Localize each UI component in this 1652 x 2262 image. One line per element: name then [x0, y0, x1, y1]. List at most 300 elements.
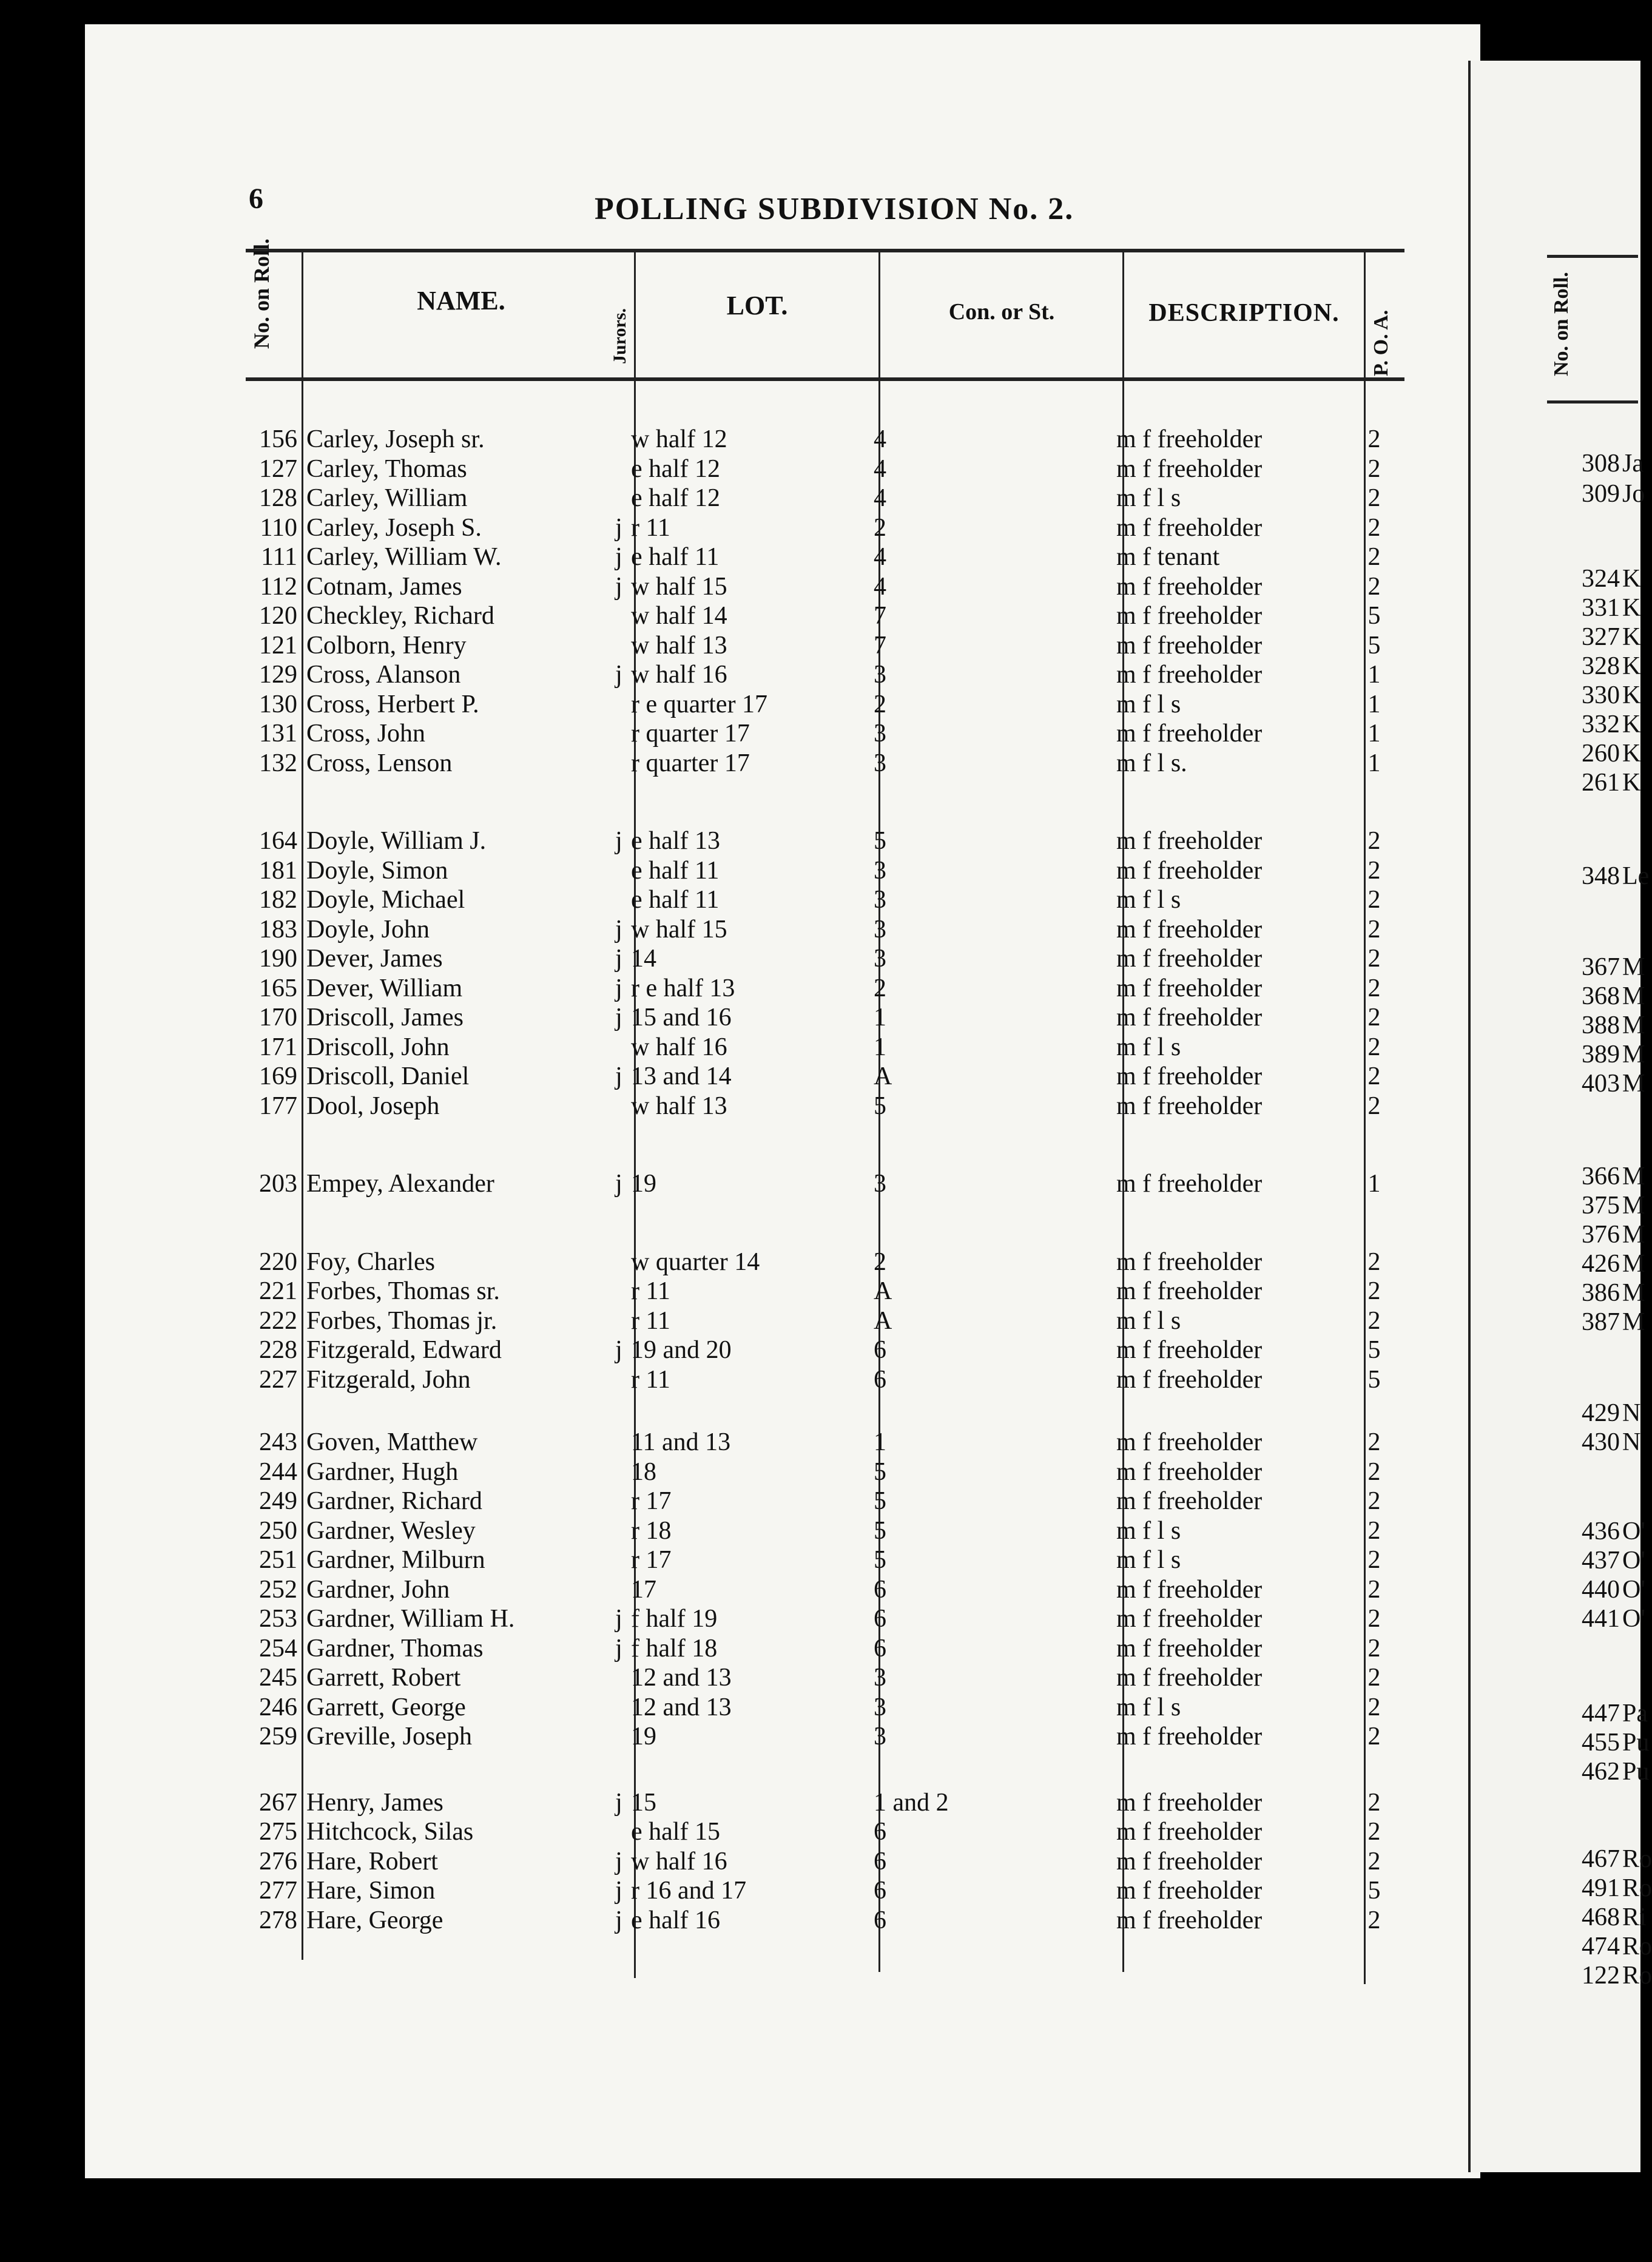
concession-value: 4: [874, 425, 886, 453]
roll-number: 278: [259, 1906, 297, 1934]
poa-value: 2: [1367, 1487, 1381, 1515]
table-row: [0, 1545, 1468, 1573]
roll-number: 177: [259, 1092, 297, 1120]
lot-value: r e half 13: [631, 974, 735, 1002]
lot-value: 12 and 13: [631, 1664, 732, 1692]
roll-number: 190: [259, 945, 297, 973]
juror-mark: j: [615, 513, 622, 542]
roll-number: 250: [259, 1516, 297, 1545]
roll-number: 222: [259, 1306, 297, 1335]
description-value: m f freeholder: [1116, 1092, 1263, 1120]
lot-value: w half 16: [631, 661, 727, 689]
juror-mark: j: [615, 1170, 622, 1198]
roll-number: 249: [259, 1487, 297, 1515]
lot-value: r 16 and 17: [631, 1877, 747, 1905]
concession-value: 3: [874, 749, 886, 777]
description-value: m f l s: [1116, 1516, 1181, 1545]
name-fragment: K: [1622, 623, 1641, 651]
lot-value: w half 16: [631, 1033, 727, 1061]
juror-mark: j: [615, 945, 622, 973]
name-fragment: M: [1622, 1011, 1645, 1039]
lot-value: f half 19: [631, 1605, 718, 1633]
roll-number: 128: [259, 484, 297, 512]
name-fragment: K: [1622, 711, 1641, 738]
description-value: m f tenant: [1116, 543, 1220, 571]
table-row: [0, 826, 1468, 854]
table-row: [0, 944, 1468, 972]
elector-name: Gardner, John: [306, 1575, 450, 1604]
poa-value: 2: [1367, 513, 1381, 542]
description-value: m f freeholder: [1116, 1575, 1263, 1604]
header-poa: P. O. A.: [1370, 309, 1392, 376]
juror-mark: j: [615, 1605, 622, 1633]
roll-number: 447: [1582, 1700, 1620, 1727]
poa-value: 2: [1367, 1723, 1381, 1751]
right-page-row: [1480, 739, 1640, 768]
poa-value: 2: [1367, 1062, 1381, 1090]
table-row: [0, 1033, 1468, 1061]
right-page-row: [1480, 953, 1645, 982]
concession-value: 3: [874, 1723, 886, 1751]
table-row: [0, 542, 1468, 570]
lot-value: w half 14: [631, 602, 727, 630]
juror-mark: j: [615, 1788, 622, 1817]
table-row: [0, 719, 1468, 747]
roll-number: 332: [1582, 711, 1620, 738]
right-page-row: [1480, 710, 1640, 739]
name-fragment: M: [1622, 953, 1645, 981]
concession-value: 6: [874, 1877, 886, 1905]
roll-number: 259: [259, 1723, 297, 1751]
poa-value: 2: [1367, 827, 1381, 855]
table-row: [0, 915, 1468, 943]
poa-value: 2: [1367, 1693, 1381, 1721]
elector-name: Empey, Alexander: [306, 1170, 494, 1198]
table-row: [0, 1306, 1468, 1334]
concession-value: 2: [874, 974, 886, 1002]
name-fragment: Pu: [1622, 1729, 1650, 1757]
juror-mark: j: [615, 661, 622, 689]
description-value: m f freeholder: [1116, 1170, 1263, 1198]
concession-value: 5: [874, 1457, 886, 1486]
right-page-row: [1480, 593, 1640, 623]
poa-value: 5: [1367, 631, 1381, 660]
poa-value: 2: [1367, 915, 1381, 944]
table-row: [0, 601, 1468, 629]
poa-value: 1: [1367, 661, 1381, 689]
table-row: [0, 749, 1468, 777]
lot-value: e half 12: [631, 484, 720, 512]
description-value: m f l s: [1116, 1306, 1181, 1335]
poa-value: 2: [1367, 543, 1381, 571]
name-fragment: M: [1622, 1041, 1645, 1069]
concession-value: 4: [874, 484, 886, 512]
right-header-roll: No. on Roll.: [1550, 272, 1573, 376]
description-value: m f freeholder: [1116, 572, 1263, 601]
elector-name: Hitchcock, Silas: [306, 1818, 474, 1846]
table-row: [0, 856, 1468, 884]
roll-number: 309: [1582, 480, 1620, 508]
roll-number: 430: [1582, 1428, 1620, 1456]
roll-number: 426: [1582, 1250, 1620, 1278]
header-roll: No. on Roll.: [249, 238, 274, 349]
juror-mark: j: [615, 827, 622, 855]
roll-number: 120: [259, 602, 297, 630]
poa-value: 2: [1367, 1664, 1381, 1692]
roll-number: 436: [1582, 1518, 1620, 1545]
lot-value: 19: [631, 1170, 656, 1198]
roll-number: 228: [259, 1336, 297, 1364]
right-page-row: [1480, 1961, 1652, 1990]
description-value: m f freeholder: [1116, 1664, 1263, 1692]
poa-value: 1: [1367, 749, 1381, 777]
lot-value: 18: [631, 1457, 656, 1486]
table-row: [0, 1634, 1468, 1662]
lot-value: 19 and 20: [631, 1336, 732, 1364]
roll-number: 387: [1582, 1308, 1620, 1336]
description-value: m f freeholder: [1116, 1062, 1263, 1090]
name-fragment: M: [1622, 1070, 1645, 1098]
poa-value: 1: [1367, 1170, 1381, 1198]
roll-number: 324: [1582, 565, 1620, 593]
poa-value: 2: [1367, 572, 1381, 601]
roll-number: 244: [259, 1457, 297, 1486]
lot-value: w half 16: [631, 1847, 727, 1875]
table-row: [0, 1722, 1468, 1750]
elector-name: Forbes, Thomas jr.: [306, 1306, 497, 1335]
elector-name: Dever, James: [306, 945, 443, 973]
concession-value: 5: [874, 1516, 886, 1545]
roll-number: 376: [1582, 1221, 1620, 1249]
concession-value: 6: [874, 1847, 886, 1875]
elector-name: Cross, Herbert P.: [306, 690, 479, 718]
elector-name: Gardner, William H.: [306, 1605, 515, 1633]
name-fragment: Jo: [1622, 480, 1645, 508]
elector-name: Hare, George: [306, 1906, 443, 1934]
description-value: m f freeholder: [1116, 1818, 1263, 1846]
poa-value: 2: [1367, 454, 1381, 483]
name-fragment: Ro: [1622, 1845, 1652, 1873]
elector-name: Driscoll, James: [306, 1004, 464, 1031]
poa-value: 1: [1367, 720, 1381, 748]
lot-value: 19: [631, 1723, 656, 1751]
poa-value: 2: [1367, 1457, 1381, 1486]
elector-name: Greville, Joseph: [306, 1723, 472, 1751]
lot-value: w half 13: [631, 631, 727, 660]
roll-number: 246: [259, 1693, 297, 1721]
roll-number: 327: [1582, 623, 1620, 651]
description-value: m f freeholder: [1116, 974, 1263, 1002]
table-row: [0, 1092, 1468, 1119]
right-page-row: [1480, 1278, 1645, 1308]
table-row: [0, 974, 1468, 1002]
name-fragment: O': [1622, 1605, 1645, 1633]
name-fragment: O': [1622, 1576, 1645, 1604]
elector-name: Carley, William W.: [306, 543, 502, 571]
roll-number: 227: [259, 1365, 297, 1394]
table-row: [0, 1516, 1468, 1544]
concession-value: 3: [874, 1693, 886, 1721]
description-value: m f freeholder: [1116, 827, 1263, 855]
table-row: [0, 1247, 1468, 1275]
table-row: [0, 1277, 1468, 1305]
description-value: m f l s.: [1116, 749, 1187, 777]
concession-value: 4: [874, 572, 886, 601]
concession-value: 6: [874, 1605, 886, 1633]
elector-name: Henry, James: [306, 1788, 443, 1817]
table-row: [0, 1335, 1468, 1363]
description-value: m f l s: [1116, 690, 1181, 718]
concession-value: 4: [874, 454, 886, 483]
name-fragment: K: [1622, 769, 1641, 797]
description-value: m f freeholder: [1116, 425, 1263, 453]
name-fragment: K: [1622, 652, 1641, 680]
poa-value: 2: [1367, 1634, 1381, 1663]
description-value: m f freeholder: [1116, 1457, 1263, 1486]
elector-name: Gardner, Wesley: [306, 1516, 476, 1545]
elector-name: Carley, William: [306, 484, 468, 512]
name-fragment: Ja: [1622, 450, 1644, 478]
right-page-row: [1480, 1874, 1652, 1903]
right-page-row: [1480, 564, 1640, 593]
concession-value: 3: [874, 661, 886, 689]
name-fragment: M: [1622, 1192, 1645, 1220]
concession-value: 1: [874, 1428, 886, 1456]
page-title: POLLING SUBDIVISION No. 2.: [595, 192, 1074, 226]
elector-name: Cross, Lenson: [306, 749, 453, 777]
right-header-top-rule: [1547, 255, 1638, 258]
right-page-row: [1480, 1308, 1645, 1337]
poa-value: 2: [1367, 1818, 1381, 1846]
poa-value: 5: [1367, 1365, 1381, 1394]
table-row: [0, 1693, 1468, 1721]
roll-number: 260: [1582, 740, 1620, 768]
elector-name: Fitzgerald, John: [306, 1365, 471, 1394]
lot-value: 15 and 16: [631, 1004, 732, 1031]
roll-number: 245: [259, 1664, 297, 1692]
description-value: m f freeholder: [1116, 1877, 1263, 1905]
concession-value: 3: [874, 1664, 886, 1692]
roll-number: 267: [259, 1788, 297, 1817]
name-fragment: Ro: [1622, 1874, 1652, 1902]
name-fragment: Pu: [1622, 1758, 1650, 1786]
description-value: m f freeholder: [1116, 1365, 1263, 1394]
roll-number: 130: [259, 690, 297, 718]
name-fragment: O': [1622, 1547, 1645, 1575]
name-fragment: Ri: [1622, 1903, 1647, 1931]
table-row: [0, 454, 1468, 482]
concession-value: A: [874, 1306, 892, 1335]
roll-number: 331: [1582, 594, 1620, 622]
lot-value: r e quarter 17: [631, 690, 768, 718]
description-value: m f freeholder: [1116, 720, 1263, 748]
right-page-row: [1480, 862, 1649, 891]
elector-name: Gardner, Thomas: [306, 1634, 484, 1663]
concession-value: 6: [874, 1575, 886, 1604]
elector-name: Hare, Robert: [306, 1847, 438, 1875]
roll-number: 440: [1582, 1576, 1620, 1604]
lot-value: r 11: [631, 1365, 670, 1394]
right-page-row: [1480, 1069, 1645, 1098]
right-header-bottom-rule: [1547, 400, 1638, 403]
poa-value: 1: [1367, 690, 1381, 718]
table-row: [0, 484, 1468, 511]
concession-value: 3: [874, 720, 886, 748]
roll-number: 308: [1582, 450, 1620, 478]
roll-number: 468: [1582, 1903, 1620, 1931]
elector-name: Checkley, Richard: [306, 602, 494, 630]
roll-number: 389: [1582, 1041, 1620, 1069]
roll-number: 467: [1582, 1845, 1620, 1873]
right-page-row: [1480, 1220, 1645, 1249]
roll-number: 220: [259, 1247, 297, 1276]
right-page-row: [1480, 1575, 1645, 1604]
table-row: [0, 572, 1468, 600]
concession-value: 6: [874, 1336, 886, 1364]
table-row: [0, 1663, 1468, 1691]
juror-mark: j: [615, 1004, 622, 1031]
poa-value: 2: [1367, 856, 1381, 885]
elector-name: Gardner, Richard: [306, 1487, 482, 1515]
roll-number: 252: [259, 1575, 297, 1604]
concession-value: 3: [874, 886, 886, 914]
roll-number: 386: [1582, 1279, 1620, 1307]
lot-value: r 17: [631, 1487, 672, 1515]
roll-number: 328: [1582, 652, 1620, 680]
roll-number: 437: [1582, 1547, 1620, 1575]
elector-name: Gardner, Hugh: [306, 1457, 459, 1486]
lot-value: e half 13: [631, 827, 720, 855]
juror-mark: j: [615, 915, 622, 944]
right-page-row: [1480, 1604, 1645, 1633]
poa-value: 2: [1367, 1004, 1381, 1031]
description-value: m f l s: [1116, 1693, 1181, 1721]
roll-number: 403: [1582, 1070, 1620, 1098]
concession-value: 7: [874, 631, 886, 660]
roll-number: 164: [259, 827, 297, 855]
elector-name: Dever, William: [306, 974, 463, 1002]
name-fragment: M: [1622, 1163, 1645, 1190]
roll-number: 165: [259, 974, 297, 1002]
juror-mark: j: [615, 1847, 622, 1875]
table-row: [0, 1604, 1468, 1632]
right-page-row: [1480, 1011, 1645, 1040]
name-fragment: Ro: [1622, 1933, 1652, 1960]
juror-mark: j: [615, 1336, 622, 1364]
table-row: [0, 513, 1468, 541]
lot-value: e half 16: [631, 1906, 720, 1934]
roll-number: 112: [260, 572, 297, 601]
poa-value: 2: [1367, 425, 1381, 453]
right-page-row: [1480, 1162, 1645, 1191]
description-value: m f freeholder: [1116, 454, 1263, 483]
poa-value: 2: [1367, 1605, 1381, 1633]
roll-number: 275: [259, 1818, 297, 1846]
description-value: m f freeholder: [1116, 631, 1263, 660]
roll-number: 455: [1582, 1729, 1620, 1757]
right-page-row: [1480, 1428, 1640, 1457]
lot-value: e half 15: [631, 1818, 720, 1846]
name-fragment: N: [1622, 1399, 1641, 1427]
poa-value: 2: [1367, 1575, 1381, 1604]
lot-value: w half 13: [631, 1092, 727, 1120]
right-page-row: [1480, 1932, 1652, 1961]
right-page-row: [1480, 1517, 1645, 1546]
roll-number: 221: [259, 1277, 297, 1305]
right-page-row: [1480, 768, 1640, 797]
right-page-row: [1480, 982, 1645, 1011]
name-fragment: K: [1622, 594, 1641, 622]
roll-number: 169: [259, 1062, 297, 1090]
roll-number: 111: [261, 543, 297, 571]
table-row: [0, 1062, 1468, 1090]
poa-value: 2: [1367, 484, 1381, 512]
concession-value: 3: [874, 915, 886, 944]
roll-number: 121: [259, 631, 297, 660]
name-fragment: M: [1622, 1221, 1645, 1249]
table-row: [0, 1817, 1468, 1845]
right-page-row: [1480, 1845, 1652, 1874]
right-page-row: [1480, 623, 1640, 652]
poa-value: 2: [1367, 1306, 1381, 1335]
lot-value: 11 and 13: [631, 1428, 731, 1456]
roll-number: 277: [259, 1877, 297, 1905]
lot-value: 13 and 14: [631, 1062, 732, 1090]
name-fragment: Ro: [1622, 1962, 1652, 1990]
roll-number: 368: [1582, 982, 1620, 1010]
name-fragment: O': [1622, 1518, 1645, 1545]
concession-value: 6: [874, 1365, 886, 1394]
description-value: m f freeholder: [1116, 1906, 1263, 1934]
lot-value: r quarter 17: [631, 749, 750, 777]
concession-value: 1: [874, 1033, 886, 1061]
poa-value: 2: [1367, 1092, 1381, 1120]
description-value: m f freeholder: [1116, 1004, 1263, 1031]
lot-value: e half 12: [631, 454, 720, 483]
roll-number: 170: [259, 1004, 297, 1031]
elector-name: Hare, Simon: [306, 1877, 436, 1905]
juror-mark: j: [615, 1062, 622, 1090]
lot-value: 12 and 13: [631, 1693, 732, 1721]
concession-value: 6: [874, 1818, 886, 1846]
concession-value: 4: [874, 543, 886, 571]
roll-number: 156: [259, 425, 297, 453]
elector-name: Doyle, Simon: [306, 856, 448, 885]
poa-value: 2: [1367, 974, 1381, 1002]
elector-name: Doyle, William J.: [306, 827, 487, 855]
description-value: m f freeholder: [1116, 1634, 1263, 1663]
roll-number: 132: [259, 749, 297, 777]
roll-number: 183: [259, 915, 297, 944]
elector-name: Garrett, Robert: [306, 1664, 461, 1692]
juror-mark: j: [615, 543, 622, 571]
roll-number: 182: [259, 886, 297, 914]
name-fragment: Pa: [1622, 1700, 1648, 1727]
name-fragment: M: [1622, 1250, 1645, 1278]
poa-value: 5: [1367, 1877, 1381, 1905]
lot-value: r 11: [631, 1306, 670, 1335]
page-number: 6: [249, 183, 263, 215]
juror-mark: j: [615, 974, 622, 1002]
poa-value: 5: [1367, 1336, 1381, 1364]
roll-number: 171: [259, 1033, 297, 1061]
concession-value: 2: [874, 690, 886, 718]
roll-number: 131: [259, 720, 297, 748]
elector-name: Doyle, Michael: [306, 886, 465, 914]
concession-value: 5: [874, 1092, 886, 1120]
right-page-row: [1480, 1903, 1647, 1932]
roll-number: 367: [1582, 953, 1620, 981]
